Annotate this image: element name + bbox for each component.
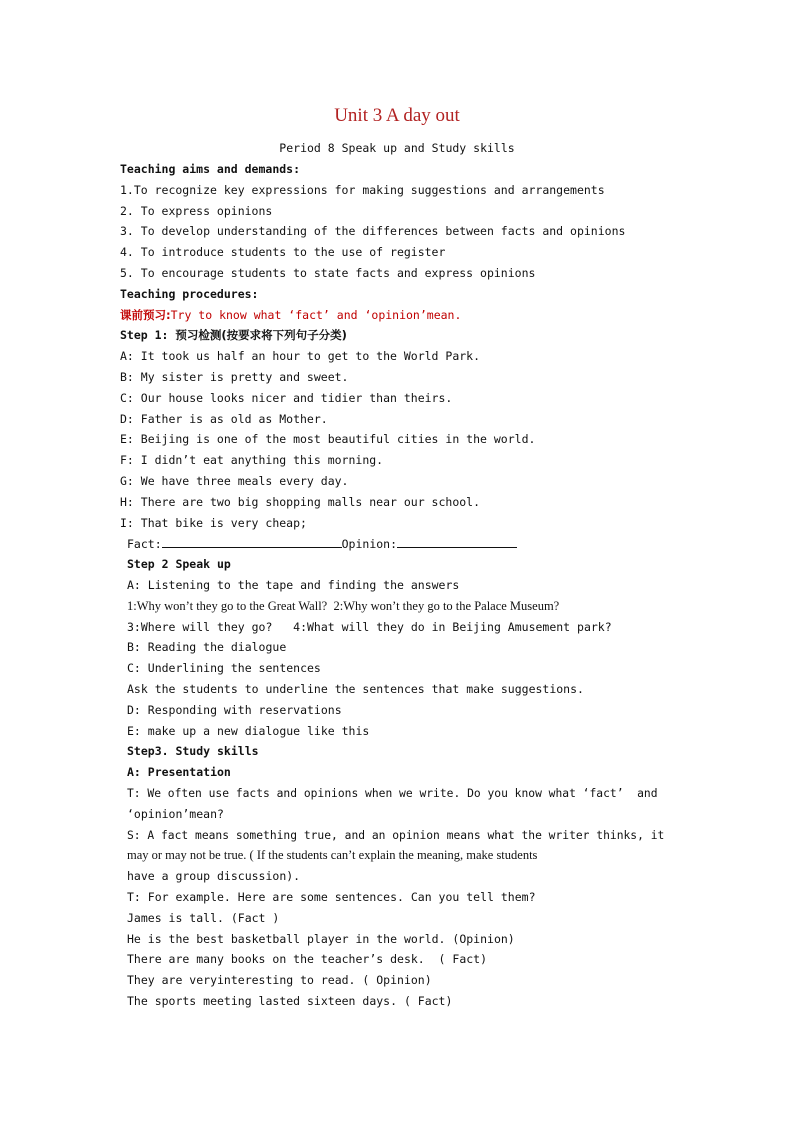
step2-item: C: Underlining the sentences — [127, 661, 321, 675]
step1-heading — [120, 328, 347, 343]
aim-item: 5. To encourage students to state facts and express opinions — [120, 266, 536, 280]
aim-item: 1.To recognize key expressions for making suggestions and arrangements — [120, 183, 605, 197]
sentence-item: H: There are two big shopping malls near our school. — [120, 495, 481, 509]
aim-item: 3. To develop understanding of the differences between facts and opinions — [120, 224, 626, 238]
step2-item: E: make up a new dialogue like this — [127, 724, 370, 738]
step2-item: Ask the students to underline the sentences that make suggestions. — [127, 682, 584, 696]
fact-label: Fact: — [127, 537, 162, 551]
step3-text: S: A fact means something true, and an opinion means what the writer thinks, it — [127, 829, 665, 842]
step3-text: may or may not be true. ( If the students can’t explain the meaning, make students — [127, 848, 538, 862]
example-sentence: James is tall. (Fact ) — [127, 911, 280, 925]
sentence-item: E: Beijing is one of the most beautiful cities in the world. — [120, 432, 536, 446]
preview-line — [120, 308, 461, 323]
sentence-item: B: My sister is pretty and sweet. — [120, 370, 349, 384]
sentence-item: F: I didn’t eat anything this morning. — [120, 453, 384, 467]
step3-heading: Step3. Study skills — [127, 744, 259, 758]
step2-item: B: Reading the dialogue — [127, 640, 287, 654]
step2-item: D: Responding with reservations — [127, 703, 342, 717]
example-sentence: They are veryinteresting to read. ( Opinion) — [127, 973, 432, 987]
sentence-item: G: We have three meals every day. — [120, 474, 349, 488]
preview-label: 课前预习: — [120, 308, 171, 322]
aim-item: 2. To express opinions — [120, 204, 273, 218]
step2-heading: Step 2 Speak up — [127, 557, 231, 571]
step3-subheading: A: Presentation — [127, 765, 231, 779]
step2-questions: 3:Where will they go? 4:What will they do in Beijing Amusement park? — [127, 620, 612, 634]
procedures-heading: Teaching procedures: — [120, 287, 259, 301]
sentence-item: A: It took us half an hour to get to the World Park. — [120, 349, 481, 363]
classification-row — [127, 536, 517, 552]
page-subtitle: Period 8 Speak up and Study skills — [279, 141, 515, 155]
example-sentence: The sports meeting lasted sixteen days. ( Fact) — [127, 994, 453, 1008]
step3-text: T: We often use facts and opinions when we write. Do you know what ‘fact’ and — [127, 787, 658, 800]
step3-text: have a group discussion). — [127, 869, 301, 883]
page-title: Unit 3 A day out — [334, 105, 460, 126]
sentence-item: I: That bike is very cheap; — [120, 516, 307, 530]
sentence-item: D: Father is as old as Mother. — [120, 412, 328, 426]
step3-text: ‘opinion’mean? — [127, 807, 224, 821]
step1-label: Step 1: — [120, 328, 176, 342]
step3-text: T: For example. Here are some sentences. Can you tell them? — [127, 890, 536, 904]
step2-questions: 1:Why won’t they go to the Great Wall? 2:Why won’t they go to the Palace Museum? — [127, 599, 560, 613]
sentence-item: C: Our house looks nicer and tidier than theirs. — [120, 391, 453, 405]
aim-item: 4. To introduce students to the use of register — [120, 245, 446, 259]
fact-answer-blank[interactable] — [162, 536, 342, 548]
step1-instruction: 预习检测(按要求将下列句子分类) — [175, 328, 347, 342]
opinion-answer-blank[interactable] — [397, 536, 517, 548]
step2-item: A: Listening to the tape and finding the answers — [127, 578, 460, 592]
opinion-label: Opinion: — [341, 537, 398, 551]
aims-heading: Teaching aims and demands: — [120, 162, 301, 176]
example-sentence: He is the best basketball player in the world. (Opinion) — [127, 932, 515, 946]
preview-text: Try to know what ‘fact’ and ‘opinion’mean. — [170, 308, 462, 322]
example-sentence: There are many books on the teacher’s desk. ( Fact) — [127, 952, 488, 966]
